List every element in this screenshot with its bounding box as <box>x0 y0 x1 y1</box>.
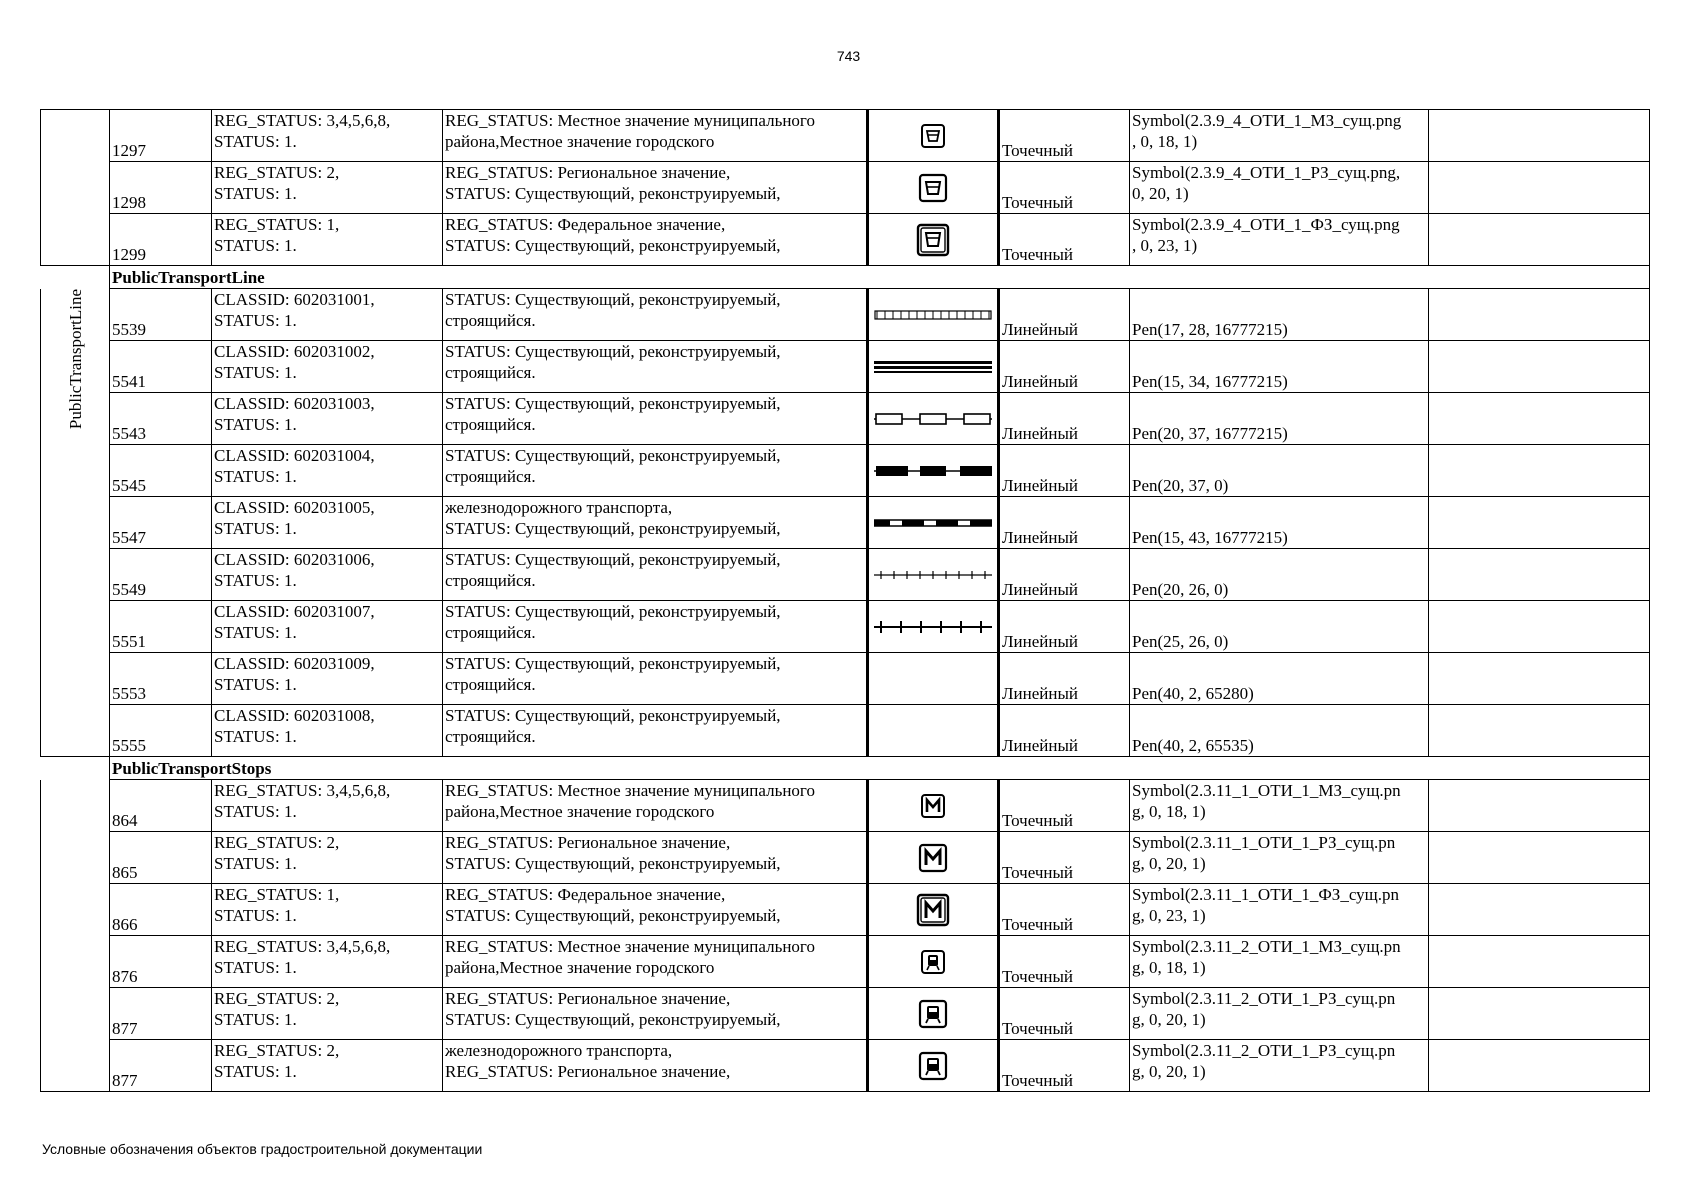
row-description-line: REG_STATUS: Федеральное значение, <box>445 215 726 234</box>
page-number: 743 <box>836 48 861 64</box>
row-style-line: g, 0, 20, 1) <box>1132 854 1206 873</box>
row-style-line: g, 0, 20, 1) <box>1132 1010 1206 1029</box>
row-description-line: строящийся. <box>445 363 536 382</box>
row-geometry-type: Точечный <box>999 988 1130 1040</box>
row-condition-line: CLASSID: 602031006, <box>214 550 375 569</box>
row-id: 865 <box>110 832 212 884</box>
row-id: 864 <box>110 780 212 832</box>
line-filled-blocks-icon <box>869 454 997 488</box>
row-id: 866 <box>110 884 212 936</box>
row-style <box>1130 445 1429 497</box>
row-style-line: g, 0, 23, 1) <box>1132 906 1206 925</box>
table-row <box>41 1040 1650 1092</box>
table-row <box>41 497 1650 549</box>
row-style-line: 0, 20, 1) <box>1132 184 1189 203</box>
row-geometry-type: Точечный <box>999 110 1130 162</box>
row-condition <box>212 497 443 549</box>
row-id: 877 <box>110 988 212 1040</box>
table-row <box>41 341 1650 393</box>
row-notes <box>1429 936 1650 988</box>
row-style-line: , 0, 18, 1) <box>1132 132 1198 151</box>
metro-icon-small <box>869 793 997 819</box>
row-notes <box>1429 549 1650 601</box>
group-side-label-cell <box>41 289 110 757</box>
row-condition <box>212 341 443 393</box>
row-style <box>1130 1040 1429 1092</box>
row-description-line: железнодорожного транспорта, <box>445 498 673 517</box>
row-notes <box>1429 497 1650 549</box>
row-notes <box>1429 832 1650 884</box>
row-condition-line: CLASSID: 602031004, <box>214 446 375 465</box>
row-condition-line: REG_STATUS: 3,4,5,6,8, <box>214 781 391 800</box>
table-row <box>41 549 1650 601</box>
row-symbol <box>868 549 999 601</box>
row-condition-line: STATUS: 1. <box>214 467 297 486</box>
row-style-line: Pen(20, 26, 0) <box>1132 580 1229 599</box>
row-symbol <box>868 162 999 214</box>
row-description-line: района,Местное значение городского <box>445 132 715 151</box>
row-condition-line: STATUS: 1. <box>214 802 297 821</box>
row-description <box>443 653 868 705</box>
row-description-line: железнодорожного транспорта, <box>445 1041 673 1060</box>
row-geometry-type: Точечный <box>999 1040 1130 1092</box>
group-side-label-cell <box>41 780 110 1092</box>
row-id: 5553 <box>110 653 212 705</box>
row-condition-line: STATUS: 1. <box>214 311 297 330</box>
row-id: 877 <box>110 1040 212 1092</box>
row-condition <box>212 162 443 214</box>
metro-icon-large <box>869 893 997 927</box>
row-description <box>443 936 868 988</box>
row-description-line: REG_STATUS: Местное значение муниципального <box>445 937 815 956</box>
row-geometry-type: Точечный <box>999 936 1130 988</box>
row-condition <box>212 884 443 936</box>
row-description-line: REG_STATUS: Региональное значение, <box>445 989 731 1008</box>
train-icon-small <box>869 949 997 975</box>
row-description-line: STATUS: Существующий, реконструируемый, <box>445 184 781 203</box>
table-row <box>41 884 1650 936</box>
row-style <box>1130 549 1429 601</box>
row-id: 5547 <box>110 497 212 549</box>
row-notes <box>1429 780 1650 832</box>
row-condition-line: STATUS: 1. <box>214 727 297 746</box>
train-icon-medium <box>869 1051 997 1081</box>
row-id: 5551 <box>110 601 212 653</box>
row-geometry-type: Точечный <box>999 884 1130 936</box>
row-condition-line: STATUS: 1. <box>214 571 297 590</box>
row-description <box>443 393 868 445</box>
row-condition-line: REG_STATUS: 3,4,5,6,8, <box>214 111 391 130</box>
row-style-line: , 0, 23, 1) <box>1132 236 1198 255</box>
table-row <box>41 653 1650 705</box>
table-row <box>41 393 1650 445</box>
row-style <box>1130 601 1429 653</box>
table-row <box>41 162 1650 214</box>
table-row <box>41 988 1650 1040</box>
line-dashed-thick-icon <box>869 506 997 540</box>
group-header-spacer <box>41 266 110 289</box>
row-description <box>443 780 868 832</box>
table-row <box>41 110 1650 162</box>
row-description-line: STATUS: Существующий, реконструируемый, <box>445 854 781 873</box>
row-description <box>443 214 868 266</box>
row-style-line: Pen(20, 37, 16777215) <box>1132 424 1288 443</box>
row-notes <box>1429 884 1650 936</box>
row-condition-line: STATUS: 1. <box>214 184 297 203</box>
row-style-line: Pen(20, 37, 0) <box>1132 476 1229 495</box>
group-header-row <box>41 757 1650 780</box>
row-symbol <box>868 497 999 549</box>
row-condition-line: REG_STATUS: 2, <box>214 833 340 852</box>
row-condition <box>212 289 443 341</box>
row-style-line: Pen(15, 43, 16777215) <box>1132 528 1288 547</box>
row-condition-line: STATUS: 1. <box>214 623 297 642</box>
row-condition-line: STATUS: 1. <box>214 236 297 255</box>
row-id: 5543 <box>110 393 212 445</box>
row-style-line: Symbol(2.3.11_2_ОТИ_1_РЗ_сущ.pn <box>1132 1041 1396 1060</box>
row-symbol <box>868 988 999 1040</box>
row-style-line: Symbol(2.3.9_4_ОТИ_1_ФЗ_сущ.png <box>1132 215 1400 234</box>
school-cup-icon-large <box>869 223 997 257</box>
row-style-line: Symbol(2.3.11_1_ОТИ_1_МЗ_сущ.pn <box>1132 781 1401 800</box>
school-cup-icon-small <box>869 123 997 149</box>
row-description-line: STATUS: Существующий, реконструируемый, <box>445 394 781 413</box>
table-body <box>41 110 1650 1092</box>
row-style <box>1130 936 1429 988</box>
row-style <box>1130 289 1429 341</box>
row-condition <box>212 780 443 832</box>
row-description-line: строящийся. <box>445 623 536 642</box>
row-description-line: REG_STATUS: Местное значение муниципального <box>445 781 815 800</box>
row-style <box>1130 705 1429 757</box>
row-description-line: STATUS: Существующий, реконструируемый, <box>445 342 781 361</box>
row-description <box>443 497 868 549</box>
row-description-line: STATUS: Существующий, реконструируемый, <box>445 654 781 673</box>
train-icon-medium <box>869 999 997 1029</box>
row-description-line: STATUS: Существующий, реконструируемый, <box>445 906 781 925</box>
row-style-line: Symbol(2.3.9_4_ОТИ_1_РЗ_сущ.png, <box>1132 163 1401 182</box>
row-description-line: строящийся. <box>445 311 536 330</box>
row-condition <box>212 601 443 653</box>
row-id: 5539 <box>110 289 212 341</box>
row-symbol <box>868 289 999 341</box>
row-style-line: Pen(25, 26, 0) <box>1132 632 1229 651</box>
row-style-line: g, 0, 20, 1) <box>1132 1062 1206 1081</box>
row-description <box>443 1040 868 1092</box>
row-id: 5549 <box>110 549 212 601</box>
row-style-line: Pen(17, 28, 16777215) <box>1132 320 1288 339</box>
row-notes <box>1429 341 1650 393</box>
row-style <box>1130 110 1429 162</box>
row-condition-line: STATUS: 1. <box>214 854 297 873</box>
row-condition <box>212 832 443 884</box>
row-geometry-type: Линейный <box>999 289 1130 341</box>
row-condition-line: STATUS: 1. <box>214 1062 297 1081</box>
row-notes <box>1429 393 1650 445</box>
metro-icon-medium <box>869 843 997 873</box>
row-condition <box>212 393 443 445</box>
row-condition <box>212 214 443 266</box>
table-row <box>41 832 1650 884</box>
row-geometry-type: Линейный <box>999 653 1130 705</box>
row-condition <box>212 549 443 601</box>
row-style-line: Symbol(2.3.11_2_ОТИ_1_МЗ_сущ.pn <box>1132 937 1401 956</box>
row-condition <box>212 936 443 988</box>
row-description <box>443 832 868 884</box>
row-description-line: района,Местное значение городского <box>445 958 715 977</box>
row-style-line: Pen(40, 2, 65280) <box>1132 684 1254 703</box>
row-style-line: Symbol(2.3.11_1_ОТИ_1_РЗ_сущ.pn <box>1132 833 1396 852</box>
group-title: PublicTransportLine <box>110 266 1650 289</box>
row-style <box>1130 162 1429 214</box>
row-id: 1299 <box>110 214 212 266</box>
row-description-line: REG_STATUS: Местное значение муниципального <box>445 111 815 130</box>
row-description-line: строящийся. <box>445 415 536 434</box>
group-title: PublicTransportStops <box>110 757 1650 780</box>
group-header-row <box>41 266 1650 289</box>
row-description-line: STATUS: Существующий, реконструируемый, <box>445 519 781 538</box>
row-style <box>1130 497 1429 549</box>
row-condition-line: STATUS: 1. <box>214 1010 297 1029</box>
row-notes <box>1429 653 1650 705</box>
row-condition-line: CLASSID: 602031009, <box>214 654 375 673</box>
row-description-line: строящийся. <box>445 727 536 746</box>
row-condition-line: STATUS: 1. <box>214 415 297 434</box>
row-id: 1298 <box>110 162 212 214</box>
row-description-line: района,Местное значение городского <box>445 802 715 821</box>
row-condition-line: STATUS: 1. <box>214 519 297 538</box>
group-header-spacer <box>41 757 110 780</box>
row-description <box>443 162 868 214</box>
row-geometry-type: Линейный <box>999 445 1130 497</box>
row-geometry-type: Точечный <box>999 832 1130 884</box>
row-description <box>443 601 868 653</box>
row-geometry-type: Линейный <box>999 341 1130 393</box>
row-symbol <box>868 1040 999 1092</box>
row-style-line: Pen(40, 2, 65535) <box>1132 736 1254 755</box>
row-condition <box>212 1040 443 1092</box>
row-condition-line: REG_STATUS: 2, <box>214 1041 340 1060</box>
row-condition-line: CLASSID: 602031007, <box>214 602 375 621</box>
row-style <box>1130 653 1429 705</box>
row-style-line: Symbol(2.3.11_2_ОТИ_1_РЗ_сущ.pn <box>1132 989 1396 1008</box>
row-symbol <box>868 705 999 757</box>
group-side-label-cell <box>41 110 110 266</box>
row-condition-line: REG_STATUS: 3,4,5,6,8, <box>214 937 391 956</box>
row-symbol <box>868 832 999 884</box>
row-id: 876 <box>110 936 212 988</box>
table-row <box>41 705 1650 757</box>
row-description-line: STATUS: Существующий, реконструируемый, <box>445 446 781 465</box>
row-style <box>1130 780 1429 832</box>
row-notes <box>1429 110 1650 162</box>
row-geometry-type: Линейный <box>999 705 1130 757</box>
row-style-line: Symbol(2.3.9_4_ОТИ_1_МЗ_сущ.png <box>1132 111 1402 130</box>
line-ticks-large-icon <box>869 610 997 644</box>
row-style <box>1130 341 1429 393</box>
line-hollow-blocks-icon <box>869 402 997 436</box>
group-side-label: PublicTransportLine <box>65 289 85 430</box>
table-row <box>41 445 1650 497</box>
row-geometry-type: Линейный <box>999 601 1130 653</box>
row-condition-line: CLASSID: 602031003, <box>214 394 375 413</box>
row-symbol <box>868 601 999 653</box>
row-condition-line: REG_STATUS: 2, <box>214 989 340 1008</box>
row-geometry-type: Точечный <box>999 780 1130 832</box>
table-row <box>41 601 1650 653</box>
row-id: 5541 <box>110 341 212 393</box>
table-row <box>41 214 1650 266</box>
table-row <box>41 780 1650 832</box>
row-notes <box>1429 601 1650 653</box>
row-id: 1297 <box>110 110 212 162</box>
row-description-line: STATUS: Существующий, реконструируемый, <box>445 602 781 621</box>
row-geometry-type: Линейный <box>999 497 1130 549</box>
row-description-line: STATUS: Существующий, реконструируемый, <box>445 1010 781 1029</box>
row-condition-line: STATUS: 1. <box>214 675 297 694</box>
row-condition-line: CLASSID: 602031001, <box>214 290 375 309</box>
row-description-line: REG_STATUS: Региональное значение, <box>445 1062 731 1081</box>
row-style-line: g, 0, 18, 1) <box>1132 802 1206 821</box>
row-style-line: g, 0, 18, 1) <box>1132 958 1206 977</box>
row-symbol <box>868 341 999 393</box>
row-style <box>1130 884 1429 936</box>
row-symbol <box>868 780 999 832</box>
row-condition-line: REG_STATUS: 1, <box>214 885 340 904</box>
row-condition-line: CLASSID: 602031008, <box>214 706 375 725</box>
row-symbol <box>868 110 999 162</box>
row-description <box>443 341 868 393</box>
row-notes <box>1429 1040 1650 1092</box>
row-symbol <box>868 214 999 266</box>
row-description <box>443 289 868 341</box>
row-style-line: Symbol(2.3.11_1_ОТИ_1_ФЗ_сущ.pn <box>1132 885 1399 904</box>
row-description-line: STATUS: Существующий, реконструируемый, <box>445 706 781 725</box>
row-style <box>1130 214 1429 266</box>
row-condition <box>212 988 443 1040</box>
row-symbol <box>868 653 999 705</box>
row-description <box>443 445 868 497</box>
row-condition-line: STATUS: 1. <box>214 132 297 151</box>
row-description-line: STATUS: Существующий, реконструируемый, <box>445 550 781 569</box>
row-description <box>443 988 868 1040</box>
row-condition-line: STATUS: 1. <box>214 906 297 925</box>
line-double-icon <box>869 350 997 384</box>
row-description-line: STATUS: Существующий, реконструируемый, <box>445 236 781 255</box>
row-style <box>1130 988 1429 1040</box>
row-symbol <box>868 445 999 497</box>
row-condition-line: CLASSID: 602031005, <box>214 498 375 517</box>
row-description <box>443 884 868 936</box>
row-symbol <box>868 936 999 988</box>
row-notes <box>1429 705 1650 757</box>
row-symbol <box>868 393 999 445</box>
row-geometry-type: Линейный <box>999 393 1130 445</box>
row-condition-line: STATUS: 1. <box>214 958 297 977</box>
row-description-line: STATUS: Существующий, реконструируемый, <box>445 290 781 309</box>
row-description <box>443 110 868 162</box>
row-style <box>1130 832 1429 884</box>
row-style-line: Pen(15, 34, 16777215) <box>1132 372 1288 391</box>
symbol-table <box>40 109 1650 1092</box>
row-description-line: REG_STATUS: Федеральное значение, <box>445 885 726 904</box>
line-ticks-small-icon <box>869 558 997 592</box>
row-description <box>443 705 868 757</box>
row-description-line: строящийся. <box>445 675 536 694</box>
row-condition <box>212 653 443 705</box>
row-description-line: строящийся. <box>445 571 536 590</box>
row-condition <box>212 705 443 757</box>
page-footer: Условные обозначения объектов градостроительной документации <box>42 1141 483 1157</box>
row-condition-line: REG_STATUS: 1, <box>214 215 340 234</box>
row-geometry-type: Точечный <box>999 214 1130 266</box>
row-id: 5545 <box>110 445 212 497</box>
row-style <box>1130 393 1429 445</box>
row-notes <box>1429 988 1650 1040</box>
row-geometry-type: Точечный <box>999 162 1130 214</box>
row-condition <box>212 110 443 162</box>
row-notes <box>1429 162 1650 214</box>
row-description-line: строящийся. <box>445 467 536 486</box>
row-condition-line: STATUS: 1. <box>214 363 297 382</box>
row-notes <box>1429 289 1650 341</box>
row-geometry-type: Линейный <box>999 549 1130 601</box>
row-symbol <box>868 884 999 936</box>
row-notes <box>1429 445 1650 497</box>
row-description-line: REG_STATUS: Региональное значение, <box>445 833 731 852</box>
row-notes <box>1429 214 1650 266</box>
row-condition-line: CLASSID: 602031002, <box>214 342 375 361</box>
line-ticked-thin-icon <box>869 298 997 332</box>
table-row <box>41 936 1650 988</box>
row-description <box>443 549 868 601</box>
row-condition <box>212 445 443 497</box>
table-row <box>41 289 1650 341</box>
row-condition-line: REG_STATUS: 2, <box>214 163 340 182</box>
row-description-line: REG_STATUS: Региональное значение, <box>445 163 731 182</box>
school-cup-icon-medium <box>869 173 997 203</box>
row-id: 5555 <box>110 705 212 757</box>
